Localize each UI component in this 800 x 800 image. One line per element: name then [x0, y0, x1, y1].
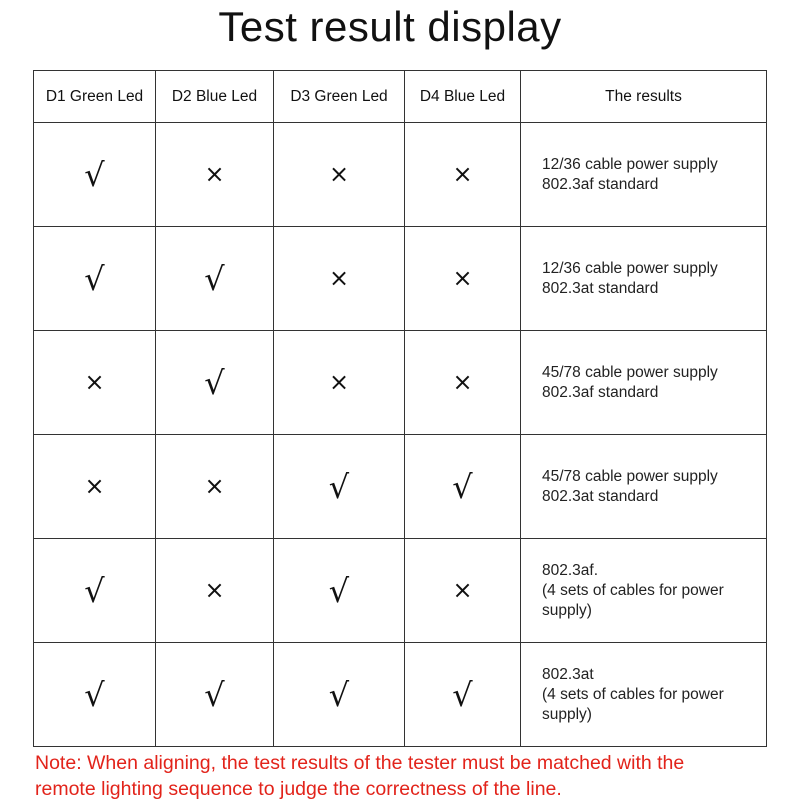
d1-cell: [34, 123, 156, 227]
d1-cell: [34, 539, 156, 643]
column-header-results: The results: [521, 71, 767, 123]
d4-cell: [405, 331, 521, 435]
result-cell: [521, 435, 767, 539]
check-mark-icon: √: [204, 259, 225, 298]
result-line: 802.3at standard: [542, 487, 659, 505]
column-header-d4: D4 Blue Led: [405, 71, 521, 123]
table-row: [34, 539, 767, 643]
check-mark-icon: √: [204, 675, 225, 714]
cross-mark-icon: ×: [452, 264, 473, 292]
d2-cell: [156, 539, 274, 643]
cross-mark-icon: ×: [328, 368, 350, 396]
result-line: 12/36 cable power supply: [542, 155, 718, 173]
table-row: [34, 123, 767, 227]
d3-cell: [274, 123, 405, 227]
check-mark-icon: √: [84, 571, 105, 610]
check-mark-icon: √: [328, 675, 350, 714]
result-cell: [521, 643, 767, 747]
d4-cell: [405, 227, 521, 331]
d3-cell: [274, 643, 405, 747]
result-cell: [521, 123, 767, 227]
column-header-d1: D1 Green Led: [34, 71, 156, 123]
d2-cell: [156, 227, 274, 331]
check-mark-icon: √: [84, 259, 105, 298]
result-line: 802.3at: [542, 665, 594, 683]
result-line: 802.3at standard: [542, 279, 659, 297]
cross-mark-icon: ×: [452, 368, 473, 396]
note-text: [35, 750, 785, 800]
d4-cell: [405, 123, 521, 227]
d2-cell: [156, 643, 274, 747]
result-line: 802.3af standard: [542, 175, 659, 193]
cross-mark-icon: ×: [204, 472, 225, 500]
result-line: (4 sets of cables for power: [542, 581, 724, 599]
check-mark-icon: √: [328, 467, 350, 506]
note-line: remote lighting sequence to judge the correctness of the line.: [35, 778, 562, 800]
test-result-table: [33, 70, 767, 747]
table-row: [34, 435, 767, 539]
cross-mark-icon: ×: [452, 576, 473, 604]
column-header-d2: D2 Blue Led: [156, 71, 274, 123]
cross-mark-icon: ×: [84, 368, 105, 396]
d4-cell: [405, 539, 521, 643]
d1-cell: [34, 331, 156, 435]
d3-cell: [274, 435, 405, 539]
table-row: [34, 643, 767, 747]
d1-cell: [34, 227, 156, 331]
cross-mark-icon: ×: [452, 160, 473, 188]
cross-mark-icon: ×: [328, 264, 350, 292]
cross-mark-icon: ×: [328, 160, 350, 188]
d4-cell: [405, 435, 521, 539]
result-line: 802.3af standard: [542, 383, 659, 401]
check-mark-icon: √: [452, 675, 473, 714]
check-mark-icon: √: [452, 467, 473, 506]
table-row: [34, 227, 767, 331]
d1-cell: [34, 435, 156, 539]
check-mark-icon: √: [204, 363, 225, 402]
d2-cell: [156, 331, 274, 435]
d1-cell: [34, 643, 156, 747]
table-header-row: [34, 71, 767, 123]
result-line: supply): [542, 601, 592, 619]
column-header-d3: D3 Green Led: [274, 71, 405, 123]
cross-mark-icon: ×: [84, 472, 105, 500]
d2-cell: [156, 123, 274, 227]
result-line: 12/36 cable power supply: [542, 259, 718, 277]
page-title: Test result display: [218, 3, 562, 50]
result-line: supply): [542, 705, 592, 723]
result-line: 45/78 cable power supply: [542, 467, 718, 485]
result-line: (4 sets of cables for power: [542, 685, 724, 703]
d3-cell: [274, 539, 405, 643]
result-cell: [521, 539, 767, 643]
d4-cell: [405, 643, 521, 747]
note-line: Note: When aligning, the test results of the tester must be matched with the: [35, 752, 685, 774]
check-mark-icon: √: [328, 571, 350, 610]
check-mark-icon: √: [84, 155, 105, 194]
result-cell: [521, 331, 767, 435]
d3-cell: [274, 227, 405, 331]
cross-mark-icon: ×: [204, 160, 225, 188]
d2-cell: [156, 435, 274, 539]
table-row: [34, 331, 767, 435]
d3-cell: [274, 331, 405, 435]
result-cell: [521, 227, 767, 331]
result-line: 45/78 cable power supply: [542, 363, 718, 381]
cross-mark-icon: ×: [204, 576, 225, 604]
check-mark-icon: √: [84, 675, 105, 714]
result-line: 802.3af.: [542, 561, 599, 579]
